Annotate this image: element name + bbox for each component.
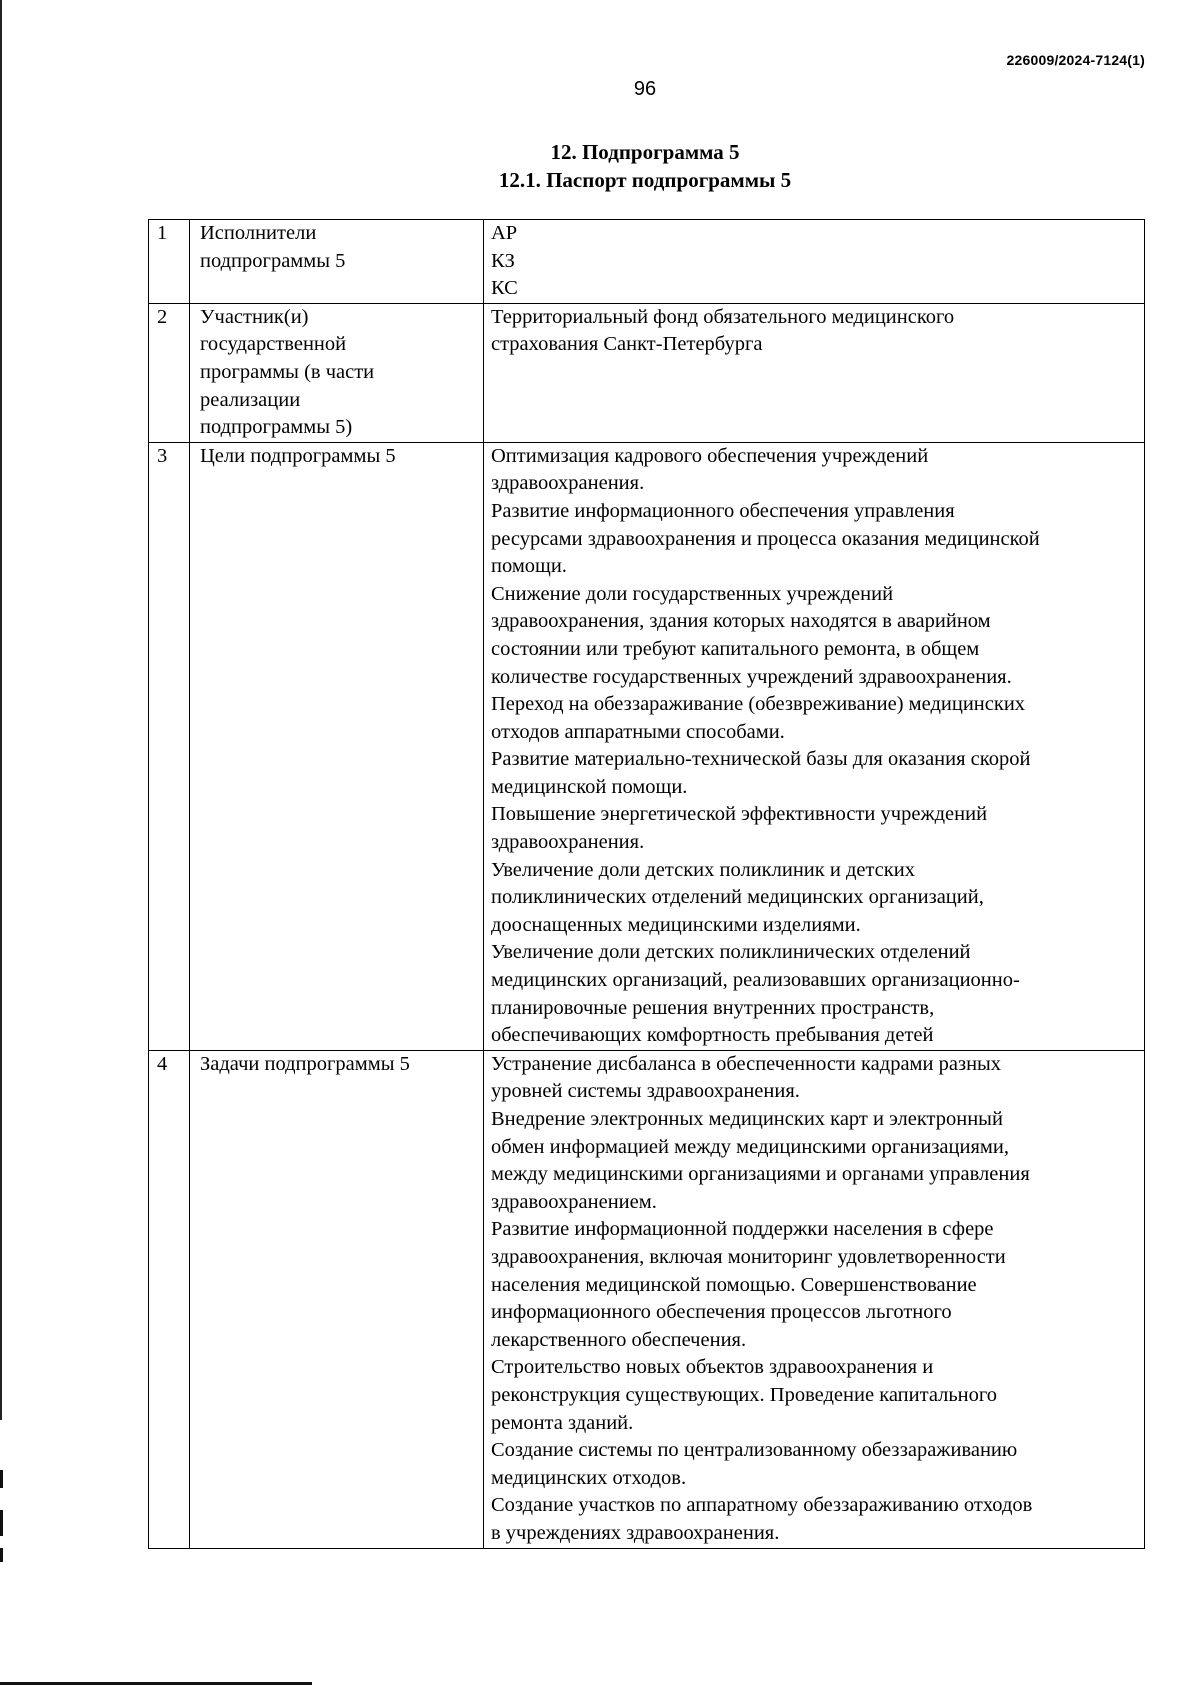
row-number: 1 bbox=[149, 220, 190, 304]
value-line: информационного обеспечения процессов льготного bbox=[491, 1301, 952, 1324]
value-line: населения медицинской помощью. Совершенствование bbox=[491, 1273, 977, 1296]
value-line: Переход на обеззараживание (обезвреживание) медицинских bbox=[491, 693, 1026, 716]
subsection-title: 12.1. Паспорт подпрограммы 5 bbox=[498, 168, 792, 192]
row-value bbox=[484, 220, 1145, 304]
value-line: реконструкция существующих. Проведение капитального bbox=[491, 1383, 998, 1406]
value-line: дооснащенных медицинскими изделиями. bbox=[491, 913, 861, 936]
value-line: медицинской помощи. bbox=[491, 775, 688, 798]
value-line: Строительство новых объектов здравоохранения и bbox=[491, 1356, 934, 1379]
value-line: Оптимизация кадрового обеспечения учреждений bbox=[491, 444, 929, 467]
value-line: ресурсами здравоохранения и процесса оказания медицинской bbox=[491, 527, 1040, 550]
value-line: Увеличение доли детских поликлинических отделений bbox=[491, 941, 971, 964]
value-line: количестве государственных учреждений здравоохранения. bbox=[491, 665, 1012, 688]
value-line: планировочные решения внутренних пространств, bbox=[491, 996, 935, 1019]
value-line: КЗ bbox=[491, 249, 515, 272]
value-line: здравоохранения. bbox=[491, 831, 645, 854]
document-titles bbox=[0, 138, 1200, 194]
table-row bbox=[149, 442, 1145, 1050]
scan-tick-mark bbox=[0, 1470, 3, 1488]
row-value bbox=[484, 1050, 1145, 1548]
value-line: Развитие информационной поддержки населения в сфере bbox=[491, 1218, 994, 1241]
value-line: здравоохранения, включая мониторинг удовлетворенности bbox=[491, 1245, 1006, 1268]
row-label bbox=[190, 303, 484, 442]
label-line: Задачи подпрограммы 5 bbox=[200, 1052, 410, 1075]
value-line: обеспечивающих комфортность пребывания детей bbox=[491, 1024, 934, 1047]
value-line: Увеличение доли детских поликлиник и детских bbox=[491, 858, 915, 881]
value-line: между медицинскими организациями и органами управления bbox=[491, 1163, 1030, 1186]
value-line: Внедрение электронных медицинских карт и электронный bbox=[491, 1108, 1003, 1130]
value-line: уровней системы здравоохранения. bbox=[491, 1080, 800, 1103]
value-line: Повышение энергетической эффективности учреждений bbox=[491, 803, 988, 826]
label-line: Участник(и) bbox=[200, 305, 309, 328]
table-row bbox=[149, 303, 1145, 442]
value-line: медицинских организаций, реализовавших организационно- bbox=[491, 969, 1020, 992]
row-value bbox=[484, 303, 1145, 442]
value-line: в учреждениях здравоохранения. bbox=[491, 1521, 780, 1544]
scan-edge-bottom bbox=[0, 1682, 312, 1685]
value-line: состоянии или требуют капитального ремонта, в общем bbox=[491, 637, 980, 660]
value-line: Снижение доли государственных учреждений bbox=[491, 582, 894, 605]
scan-tick-mark bbox=[0, 1548, 3, 1562]
value-line: ремонта зданий. bbox=[491, 1411, 634, 1434]
value-line: Создание системы по централизованному обеззараживанию bbox=[491, 1439, 1018, 1462]
passport-table-body bbox=[149, 220, 1145, 1549]
label-line: Исполнители bbox=[200, 222, 317, 244]
value-line: Создание участков по аппаратному обеззараживанию отходов bbox=[491, 1494, 1033, 1517]
value-line: Развитие информационного обеспечения управления bbox=[491, 499, 955, 522]
section-title: 12. Подпрограмма 5 bbox=[550, 140, 740, 164]
label-line: подпрограммы 5) bbox=[200, 416, 353, 439]
value-line: поликлинических отделений медицинских организаций, bbox=[491, 886, 984, 909]
registration-number: 226009/2024-7124(1) bbox=[1006, 52, 1145, 68]
row-label bbox=[190, 220, 484, 304]
value-line: Развитие материально-технической базы для оказания скорой bbox=[491, 748, 1031, 771]
value-line: КС bbox=[491, 277, 518, 300]
label-line: реализации bbox=[200, 388, 301, 411]
value-line: здравоохранения. bbox=[491, 472, 645, 495]
value-line: лекарственного обеспечения. bbox=[491, 1328, 747, 1351]
row-number: 3 bbox=[149, 442, 190, 1050]
row-label bbox=[190, 1050, 484, 1548]
label-line: программы (в части bbox=[200, 360, 375, 383]
table-row bbox=[149, 220, 1145, 304]
row-number: 4 bbox=[149, 1050, 190, 1548]
value-line: медицинских отходов. bbox=[491, 1466, 687, 1489]
value-line: отходов аппаратными способами. bbox=[491, 720, 785, 743]
value-line: АР bbox=[491, 222, 518, 244]
value-line: здравоохранения, здания которых находятся в аварийном bbox=[491, 610, 991, 633]
page-number: 96 bbox=[633, 78, 657, 100]
value-line: здравоохранением. bbox=[491, 1190, 657, 1213]
label-line: подпрограммы 5 bbox=[200, 249, 346, 272]
subprogram-passport-table bbox=[148, 219, 1145, 1549]
value-line: Территориальный фонд обязательного медицинского bbox=[491, 305, 955, 328]
label-line: государственной bbox=[200, 333, 347, 356]
value-line: Устранение дисбаланса в обеспеченности кадрами разных bbox=[491, 1052, 1002, 1075]
row-value bbox=[484, 442, 1145, 1050]
value-line: помощи. bbox=[491, 555, 567, 578]
table-row bbox=[149, 1050, 1145, 1548]
row-number: 2 bbox=[149, 303, 190, 442]
value-line: страхования Санкт-Петербурга bbox=[491, 333, 763, 356]
row-label bbox=[190, 442, 484, 1050]
label-line: Цели подпрограммы 5 bbox=[200, 444, 396, 467]
value-line: обмен информацией между медицинскими организациями, bbox=[491, 1135, 1009, 1158]
scan-edge-left bbox=[0, 0, 2, 1420]
scan-tick-mark bbox=[0, 1510, 3, 1536]
